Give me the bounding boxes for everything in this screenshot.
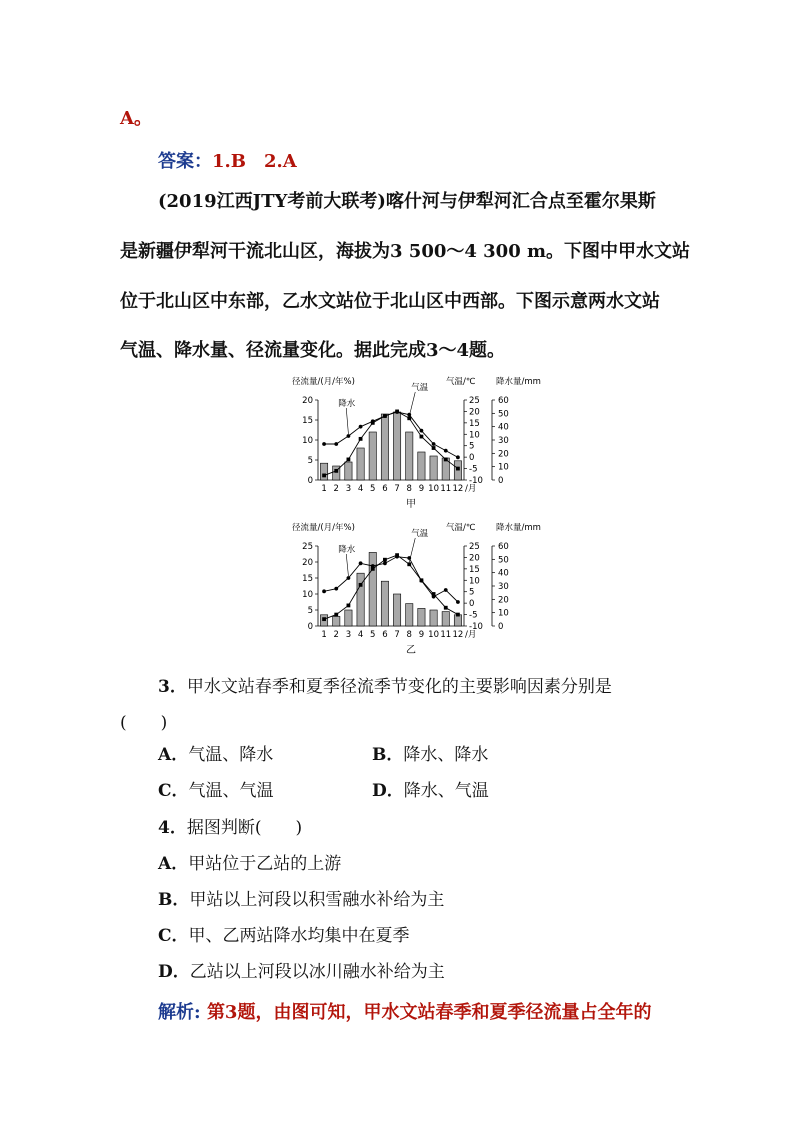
temperature-point — [407, 562, 411, 566]
temperature-point — [334, 469, 338, 473]
left-tick-label: 25 — [302, 542, 313, 552]
option-text: 甲站以上河段以积雪融水补给为主 — [189, 890, 445, 910]
precip-tick-label: 10 — [498, 462, 509, 473]
x-tick-label: 9 — [418, 484, 425, 494]
x-tick-label: 12 — [452, 484, 464, 494]
left-tick-label: 20 — [302, 396, 313, 406]
temp-annotation-leader — [409, 538, 415, 562]
precip-axis-label: 降水量/mm — [496, 377, 541, 387]
x-unit-label: /月 — [465, 630, 477, 640]
precip-annotation-leader — [346, 408, 348, 434]
precipitation-point — [334, 587, 338, 591]
precip-tick-label: 60 — [498, 542, 509, 552]
temp-annotation: 气温 — [411, 383, 429, 393]
chart-caption: 甲 — [406, 499, 416, 510]
temp-tick-label: 10 — [469, 576, 480, 587]
x-tick-label: 7 — [394, 484, 400, 494]
q4-option-a[interactable] — [158, 849, 341, 874]
precipitation-point — [322, 442, 326, 446]
runoff-bar — [418, 452, 425, 480]
runoff-bar — [442, 612, 449, 626]
climate-chart-yi — [280, 518, 560, 658]
runoff-bar — [381, 581, 388, 626]
precip-tick-label: 10 — [498, 608, 509, 619]
x-tick-label: 6 — [382, 630, 388, 640]
temp-tick-label: -10 — [469, 622, 483, 632]
x-tick-label: 3 — [345, 484, 352, 494]
option-text: 降水、气温 — [403, 781, 489, 801]
temp-tick-label: 20 — [469, 407, 480, 418]
precipitation-point — [347, 576, 351, 580]
q3-option-d[interactable] — [372, 776, 489, 801]
question-3-blank: ( ) — [120, 713, 168, 733]
precipitation-point — [371, 564, 375, 568]
option-label: A． — [158, 854, 189, 874]
x-tick-label: 12 — [452, 630, 464, 640]
temp-tick-label: 10 — [469, 430, 480, 441]
temp-annotation: 气温 — [411, 529, 429, 539]
precipitation-point — [395, 555, 399, 559]
x-tick-label: 7 — [394, 630, 400, 640]
question-3 — [158, 672, 612, 697]
x-tick-label: 4 — [357, 630, 364, 640]
precipitation-point — [395, 410, 399, 414]
x-tick-label: 8 — [406, 630, 412, 640]
temp-axis-label: 气温/℃ — [446, 523, 476, 533]
precip-tick-label: 30 — [498, 436, 509, 446]
precipitation-point — [371, 419, 375, 423]
option-text: 甲、乙两站降水均集中在夏季 — [188, 926, 410, 946]
temp-tick-label: 15 — [469, 418, 480, 429]
option-label: B． — [372, 745, 404, 765]
answer-label: 答案： — [158, 151, 212, 172]
left-tick-label: 0 — [307, 622, 313, 632]
precip-tick-label: 40 — [498, 568, 509, 579]
runoff-bar — [381, 414, 388, 480]
left-tick-label: 5 — [307, 606, 313, 616]
x-tick-label: 2 — [333, 630, 339, 640]
left-tick-label: 0 — [307, 476, 313, 486]
precip-tick-label: 50 — [498, 555, 509, 566]
option-label: D． — [372, 781, 404, 801]
temp-tick-label: 5 — [469, 441, 475, 452]
precipitation-point — [432, 595, 436, 599]
runoff-bar — [369, 552, 376, 626]
q3-option-a[interactable] — [158, 740, 273, 765]
precipitation-point — [444, 449, 448, 453]
precip-annotation-leader — [346, 554, 348, 576]
q4-option-d[interactable] — [158, 957, 445, 982]
temperature-point — [420, 435, 424, 439]
option-text: 气温、降水 — [188, 745, 274, 765]
top-line: A。 — [120, 108, 152, 129]
temp-tick-label: 25 — [469, 396, 480, 406]
chart-caption: 乙 — [406, 645, 416, 656]
x-tick-label: 10 — [428, 484, 439, 494]
temperature-point — [347, 458, 351, 462]
x-tick-label: 6 — [382, 484, 388, 494]
intro-line-4: 气温、降水量、径流量变化。据此完成3～4题。 — [120, 340, 506, 361]
x-unit-label: /月 — [465, 484, 477, 494]
temp-tick-label: 0 — [469, 453, 475, 464]
q4-option-c[interactable] — [158, 921, 410, 946]
temp-tick-label: 0 — [469, 599, 475, 610]
option-label: C． — [158, 926, 189, 946]
precipitation-point — [322, 589, 326, 593]
temperature-point — [359, 437, 363, 441]
temperature-point — [383, 558, 387, 562]
precipitation-point — [347, 434, 351, 438]
left-axis-label: 径流量/(月/年%) — [292, 523, 355, 533]
precip-annotation: 降水 — [338, 399, 356, 409]
runoff-bar — [320, 463, 327, 480]
precipitation-point — [456, 455, 460, 459]
precip-annotation: 降水 — [338, 545, 356, 555]
intro-line-1: (2019江西JTY考前大联考)喀什河与伊犁河汇合点至霍尔果斯 — [158, 191, 656, 212]
left-tick-label: 5 — [307, 456, 313, 466]
runoff-bar — [393, 412, 400, 480]
precipitation-point — [456, 600, 460, 604]
precip-tick-label: 20 — [498, 449, 509, 460]
runoff-bar — [345, 462, 352, 480]
runoff-bar — [357, 448, 364, 480]
runoff-bar — [418, 608, 425, 626]
left-tick-label: 15 — [302, 416, 313, 426]
question-4-number: 4． — [158, 818, 187, 838]
precipitation-point — [420, 579, 424, 583]
precipitation-point — [432, 442, 436, 446]
left-axis-label: 径流量/(月/年%) — [292, 377, 355, 387]
temperature-point — [322, 617, 326, 621]
temperature-point — [444, 458, 448, 462]
temp-tick-label: -5 — [469, 464, 478, 475]
option-text: 降水、降水 — [403, 745, 489, 765]
precip-tick-label: 0 — [498, 476, 504, 486]
precipitation-point — [420, 429, 424, 433]
x-tick-label: 8 — [406, 484, 412, 494]
left-tick-label: 10 — [302, 590, 313, 600]
precipitation-point — [444, 588, 448, 592]
intro-line-2: 是新疆伊犁河干流北山区，海拔为3 500～4 300 m。下图中甲水文站 — [120, 241, 691, 262]
x-tick-label: 5 — [370, 484, 376, 494]
left-tick-label: 15 — [302, 574, 313, 584]
temp-axis-label: 气温/℃ — [446, 377, 476, 387]
x-tick-label: 1 — [321, 484, 327, 494]
temperature-point — [444, 606, 448, 610]
temperature-point — [456, 467, 460, 471]
runoff-bar — [345, 610, 352, 626]
question-3-text: 甲水文站春季和夏季径流季节变化的主要影响因素分别是 — [186, 677, 612, 697]
q3-option-c[interactable] — [158, 776, 274, 801]
precip-tick-label: 60 — [498, 396, 509, 406]
option-text: 气温、气温 — [188, 781, 274, 801]
temperature-point — [322, 474, 326, 478]
x-tick-label: 10 — [428, 630, 439, 640]
option-label: B． — [158, 890, 190, 910]
precipitation-line — [324, 557, 458, 602]
x-tick-label: 2 — [333, 484, 339, 494]
runoff-bar — [369, 432, 376, 480]
precipitation-line — [324, 412, 458, 457]
runoff-bar — [406, 604, 413, 626]
x-tick-label: 3 — [345, 630, 352, 640]
option-text: 乙站以上河段以冰川融水补给为主 — [189, 962, 445, 982]
temp-tick-label: -5 — [469, 610, 478, 621]
x-tick-label: 11 — [440, 630, 452, 640]
temp-tick-label: 25 — [469, 542, 480, 552]
temperature-point — [359, 583, 363, 587]
left-tick-label: 10 — [302, 436, 313, 446]
precip-tick-label: 30 — [498, 582, 509, 592]
x-tick-label: 1 — [321, 630, 327, 640]
temperature-line — [324, 555, 458, 619]
temp-tick-label: 20 — [469, 553, 480, 564]
temperature-point — [347, 604, 351, 608]
temperature-line — [324, 411, 458, 475]
precip-axis-label: 降水量/mm — [496, 523, 541, 533]
option-label: A． — [158, 745, 189, 765]
temp-annotation-leader — [409, 392, 415, 416]
precip-tick-label: 0 — [498, 622, 504, 632]
q4-option-b[interactable] — [158, 885, 444, 910]
precipitation-point — [359, 561, 363, 565]
climate-chart-jia — [280, 372, 560, 512]
answer-items: 1.B 2.A — [212, 151, 297, 172]
runoff-bar — [454, 615, 461, 626]
precip-tick-label: 20 — [498, 595, 509, 606]
left-tick-label: 20 — [302, 558, 313, 568]
temperature-point — [334, 613, 338, 617]
analysis-line — [158, 998, 651, 1024]
precipitation-point — [359, 425, 363, 429]
precipitation-point — [334, 442, 338, 446]
runoff-bar — [406, 432, 413, 480]
temperature-point — [456, 613, 460, 617]
intro-line-3: 位于北山区中东部，乙水文站位于北山区中西部。下图示意两水文站 — [120, 291, 660, 312]
answer-line — [158, 147, 297, 173]
precipitation-point — [383, 561, 387, 565]
runoff-bar — [333, 616, 340, 626]
option-text: 甲站位于乙站的上游 — [188, 854, 342, 874]
analysis-text: 第3题，由图可知，甲水文站春季和夏季径流量占全年的 — [206, 1002, 652, 1023]
precip-tick-label: 40 — [498, 422, 509, 433]
x-tick-label: 9 — [418, 630, 425, 640]
runoff-bar — [430, 456, 437, 480]
q3-option-b[interactable] — [372, 740, 488, 765]
analysis-label: 解析: — [158, 1002, 201, 1023]
question-4 — [158, 813, 302, 838]
question-3-number: 3． — [158, 677, 187, 697]
x-tick-label: 5 — [370, 630, 376, 640]
question-4-text: 据图判断( ) — [186, 818, 303, 838]
option-label: C． — [158, 781, 189, 801]
temperature-point — [432, 446, 436, 450]
temp-tick-label: 5 — [469, 587, 475, 598]
option-label: D． — [158, 962, 190, 982]
precipitation-point — [383, 414, 387, 418]
x-tick-label: 11 — [440, 484, 452, 494]
temp-tick-label: -10 — [469, 476, 483, 486]
precip-tick-label: 50 — [498, 409, 509, 420]
x-tick-label: 4 — [357, 484, 364, 494]
runoff-bar — [393, 594, 400, 626]
temp-tick-label: 15 — [469, 564, 480, 575]
runoff-bar — [430, 610, 437, 626]
